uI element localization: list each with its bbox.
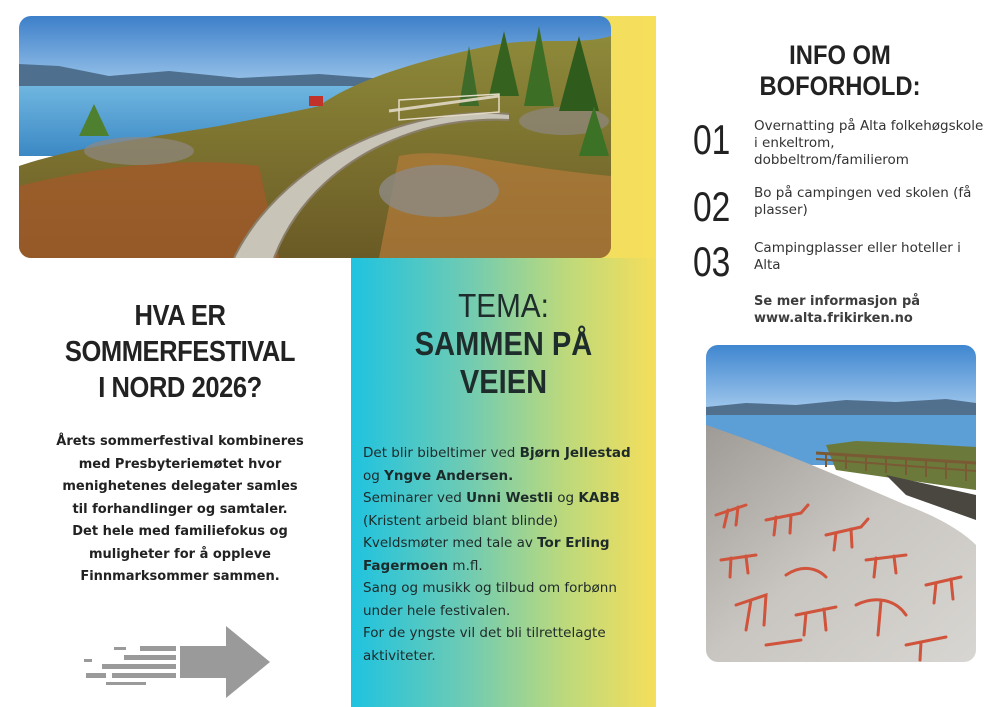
more-info-line: Se mer informasjon på	[754, 294, 921, 309]
theme-title	[369, 325, 637, 401]
theme-title-line: SAMMEN PÅ	[414, 325, 593, 362]
description-line: til forhandlinger og samtaler.	[72, 501, 288, 517]
website-url[interactable]: www.alta.frikirken.no	[754, 311, 913, 326]
heading-line: INFO OM	[789, 40, 891, 70]
festival-description	[40, 431, 320, 589]
program-music: Sang og musikk og tilbud om forbønn under hele festivalen.	[363, 580, 617, 619]
program-seminars	[363, 487, 648, 532]
description-line: med Presbyteriemøtet hvor	[78, 456, 282, 472]
description-line: Det hele med familiefokus og	[72, 524, 288, 539]
program-evening-meetings	[363, 532, 648, 577]
option-text: Campingplasser eller hoteller i Alta	[754, 240, 961, 273]
program-children: For de yngste vil det bli tilrettelagte aktiviteter.	[363, 625, 606, 664]
description-line: Årets sommerfestival kombineres	[56, 434, 304, 449]
option-number: 03	[693, 238, 731, 285]
heading-line: I NORD 2026?	[98, 372, 262, 404]
description-line: muligheter for å oppleve	[89, 546, 271, 562]
theme-heading	[351, 287, 656, 401]
rock-carvings-photo	[706, 345, 976, 662]
description-line: Finnmarksommer sammen.	[80, 569, 280, 584]
text: Det blir bibeltimer ved	[363, 445, 520, 461]
speaker-name: Bjørn Jellestad	[519, 445, 631, 461]
text: og	[553, 490, 579, 506]
text: (Kristent arbeid blant blinde)	[363, 512, 559, 529]
speaker-name: Yngve Andersen.	[384, 467, 514, 484]
accommodation-heading	[743, 40, 937, 102]
speaker-name: Tor Erling Fagermoen	[363, 535, 610, 574]
option-number: 01	[693, 116, 731, 163]
arrow-right-icon	[84, 626, 274, 698]
heading-line: BOFORHOLD:	[759, 71, 921, 101]
option-text: Bo på campingen ved skolen (få plasser)	[754, 185, 972, 218]
heading-line: HVA ER	[134, 300, 226, 332]
more-info-link[interactable]	[754, 293, 974, 327]
text: Kveldsmøter med tale av	[363, 535, 538, 551]
heading-line: SOMMERFESTIVAL	[64, 336, 296, 368]
organization-name: KABB	[578, 490, 620, 506]
theme-label: TEMA:	[458, 287, 549, 324]
program-bible-studies	[363, 442, 648, 487]
text: Seminarer ved	[363, 490, 467, 506]
boardwalk-landscape-photo	[19, 16, 611, 258]
program-description	[363, 442, 648, 667]
text: og	[363, 467, 385, 484]
option-number: 02	[693, 183, 731, 230]
speaker-name: Unni Westli	[466, 490, 553, 506]
theme-title-line: VEIEN	[459, 363, 548, 400]
festival-question-heading	[48, 298, 312, 406]
text: m.fl.	[448, 557, 483, 574]
option-text: Overnatting på Alta folkehøgskole i enkeltrom, dobbeltrom/familierom	[754, 118, 984, 168]
description-line: menighetenes delegater samles	[62, 479, 298, 494]
